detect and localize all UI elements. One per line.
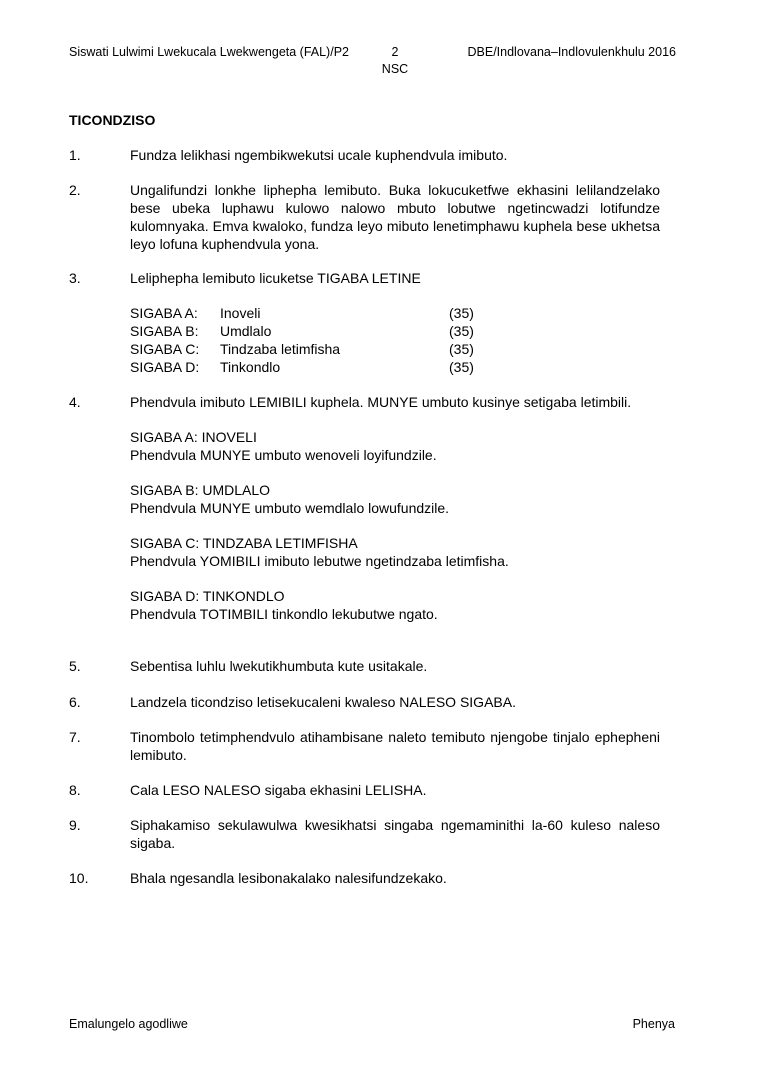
instruction-item-2 (69, 181, 660, 253)
choice-heading: SIGABA D: TINKONDLO (130, 588, 285, 604)
section-marks: (35) (449, 359, 474, 375)
footer-copyright: Emalungelo agodliwe (69, 1017, 188, 1031)
instruction-item-9 (69, 816, 660, 852)
item-number: 2. (69, 182, 81, 198)
instruction-item-6 (69, 693, 660, 711)
choice-instruction: Phendvula MUNYE umbuto wenoveli loyifundzile. (130, 447, 437, 463)
footer-turn-over: Phenya (632, 1017, 675, 1031)
item-text: Sebentisa luhlu lwekutikhumbuta kute usitakale. (130, 658, 428, 674)
section-list (130, 304, 660, 376)
section-code: SIGABA B: (130, 323, 199, 339)
section-name: Tinkondlo (220, 359, 281, 375)
choice-heading: SIGABA A: INOVELI (130, 429, 257, 445)
section-row (130, 322, 660, 340)
item-number: 4. (69, 394, 81, 410)
instruction-item-7 (69, 728, 660, 764)
choice-heading: SIGABA C: TINDZABA LETIMFISHA (130, 535, 358, 551)
item-number: 7. (69, 729, 81, 745)
item-text: Cala LESO NALESO sigaba ekhasini LELISHA. (130, 782, 427, 798)
item-number: 6. (69, 694, 81, 710)
item-number: 9. (69, 817, 81, 833)
item-text: Landzela ticondziso letisekucaleni kwaleso NALESO SIGABA. (130, 694, 516, 710)
section-row (130, 340, 660, 358)
header-nsc: NSC (381, 62, 409, 76)
section-marks: (35) (449, 323, 474, 339)
item-text: Fundza lelikhasi ngembikwekutsi ucale kuphendvula imibuto. (130, 147, 508, 163)
section-code: SIGABA D: (130, 359, 200, 375)
instruction-item-8 (69, 781, 660, 799)
header-subject: Siswati Lulwimi Lwekucala Lwekwengeta (FAL)/P2 (69, 45, 349, 59)
section-name: Tindzaba letimfisha (220, 341, 341, 357)
page-title: TICONDZISO (69, 112, 156, 128)
section-code: SIGABA A: (130, 305, 198, 321)
item-number: 10. (69, 870, 89, 886)
section-name: Umdlalo (220, 323, 272, 339)
choice-instruction: Phendvula YOMIBILI imibuto lebutwe ngetindzaba letimfisha. (130, 553, 509, 569)
item-text: Bhala ngesandla lesibonakalako nalesifundzekako. (130, 870, 447, 886)
instruction-item-3 (69, 269, 660, 376)
item-text: Tinombolo tetimphendvulo atihambisane naleto temibuto njengobe tinjalo ephepheni lemibuto. (130, 729, 660, 763)
instruction-item-10 (69, 869, 660, 887)
section-row (130, 358, 660, 376)
choice-instruction: Phendvula MUNYE umbuto wemdlalo lowufundzile. (130, 500, 450, 516)
section-name: Inoveli (220, 305, 261, 321)
item-text: Siphakamiso sekulawulwa kwesikhatsi singaba ngemaminithi la-60 kuleso naleso sigaba. (130, 817, 660, 851)
choice-heading: SIGABA B: UMDLALO (130, 482, 271, 498)
instruction-item-4 (69, 393, 660, 623)
item-number: 5. (69, 658, 81, 674)
section-code: SIGABA C: (130, 341, 200, 357)
item-text: Phendvula imibuto LEMIBILI kuphela. MUNYE umbuto kusinye setigaba letimbili. (130, 394, 632, 410)
choice-instruction: Phendvula TOTIMBILI tinkondlo lekubutwe ngato. (130, 606, 438, 622)
item-number: 8. (69, 782, 81, 798)
section-marks: (35) (449, 341, 474, 357)
instruction-item-5 (69, 657, 660, 675)
header-exam-session: DBE/Indlovana–Indlovulenkhulu 2016 (467, 45, 676, 59)
header-page-block (372, 44, 418, 78)
section-row (130, 304, 660, 322)
header-page-number: 2 (391, 45, 399, 59)
item-number: 3. (69, 270, 81, 286)
item-number: 1. (69, 147, 81, 163)
section-marks: (35) (449, 305, 474, 321)
instruction-item-1 (69, 146, 660, 164)
item-text: Leliphepha lemibuto licuketse TIGABA LETINE (130, 270, 421, 286)
item-text: Ungalifundzi lonkhe liphepha lemibuto. Buka lokucuketfwe ekhasini lelilandzelako bese ubeka luphawu kulowo nalowo mbuto lobutwe ngetincwadzi lotifundze kulomnyaka. Emva kwaloko, fundza leyo mibuto lenetimphawu kuphela bese ukhetsa leyo lofuna kuphendvula yona. (130, 182, 660, 252)
